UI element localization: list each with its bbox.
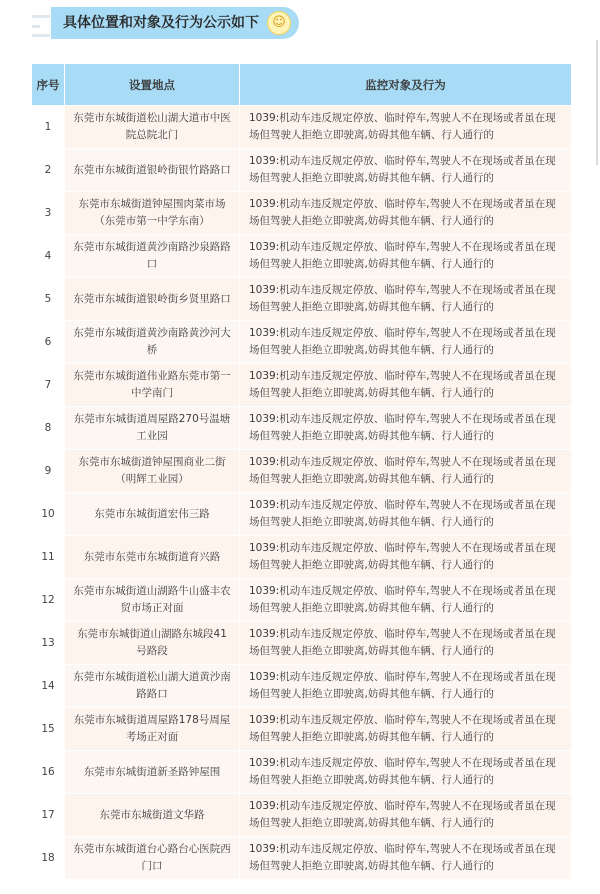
location-cell: 东莞市东城街道钟屋围商业二街（明辉工业园）: [65, 450, 240, 493]
target-behavior-cell: 1039:机动车违反规定停放、临时停车,驾驶人不在现场或者虽在现场但驾驶人拒绝立即驶离,妨碍其他车辆、行人通行的: [240, 192, 572, 235]
table-row: [32, 321, 572, 364]
table-body: [32, 106, 572, 880]
target-behavior-cell: 1039:机动车违反规定停放、临时停车,驾驶人不在现场或者虽在现场但驾驶人拒绝立即驶离,妨碍其他车辆、行人通行的: [240, 149, 572, 192]
location-cell: 东莞市东城街道松山湖大道黄沙南路路口: [65, 665, 240, 708]
section-title: 具体位置和对象及行为公示如下: [63, 15, 259, 31]
row-number-cell: 10: [32, 493, 65, 536]
target-behavior-cell: 1039:机动车违反规定停放、临时停车,驾驶人不在现场或者虽在现场但驾驶人拒绝立即驶离,妨碍其他车辆、行人通行的: [240, 364, 572, 407]
table-row: [32, 364, 572, 407]
location-cell: 东莞市东城街道黄沙南路沙泉路路口: [65, 235, 240, 278]
target-behavior-cell: 1039:机动车违反规定停放、临时停车,驾驶人不在现场或者虽在现场但驾驶人拒绝立即驶离,妨碍其他车辆、行人通行的: [240, 407, 572, 450]
table-row: [32, 278, 572, 321]
row-number-cell: 4: [32, 235, 65, 278]
location-cell: 东莞市东城街道钟屋围肉菜市场（东莞市第一中学东南）: [65, 192, 240, 235]
table-row: [32, 235, 572, 278]
target-behavior-cell: 1039:机动车违反规定停放、临时停车,驾驶人不在现场或者虽在现场但驾驶人拒绝立即驶离,妨碍其他车辆、行人通行的: [240, 708, 572, 751]
table-row: [32, 192, 572, 235]
location-cell: 东莞市东莞市东城街道育兴路: [65, 536, 240, 579]
location-cell: 东莞市东城街道台心路台心医院西门口: [65, 837, 240, 880]
column-header-no: 序号: [32, 64, 65, 106]
table-row: [32, 450, 572, 493]
table-row: [32, 622, 572, 665]
target-behavior-cell: 1039:机动车违反规定停放、临时停车,驾驶人不在现场或者虽在现场但驾驶人拒绝立即驶离,妨碍其他车辆、行人通行的: [240, 579, 572, 622]
row-number-cell: 9: [32, 450, 65, 493]
target-behavior-cell: 1039:机动车违反规定停放、临时停车,驾驶人不在现场或者虽在现场但驾驶人拒绝立即驶离,妨碍其他车辆、行人通行的: [240, 278, 572, 321]
row-number-cell: 11: [32, 536, 65, 579]
page-edge-divider: [596, 40, 598, 165]
location-cell: 东莞市东城街道松山湖大道市中医院总院北门: [65, 106, 240, 149]
target-behavior-cell: 1039:机动车违反规定停放、临时停车,驾驶人不在现场或者虽在现场但驾驶人拒绝立即驶离,妨碍其他车辆、行人通行的: [240, 622, 572, 665]
row-number-cell: 5: [32, 278, 65, 321]
table-row: [32, 536, 572, 579]
location-cell: 东莞市东城街道伟业路东莞市第一中学南门: [65, 364, 240, 407]
target-behavior-cell: 1039:机动车违反规定停放、临时停车,驾驶人不在现场或者虽在现场但驾驶人拒绝立即驶离,妨碍其他车辆、行人通行的: [240, 106, 572, 149]
row-number-cell: 7: [32, 364, 65, 407]
section-title-banner: [51, 7, 299, 39]
table-row: [32, 708, 572, 751]
column-header-target: 监控对象及行为: [240, 64, 572, 106]
location-cell: 东莞市东城街道新圣路钟屋围: [65, 751, 240, 794]
location-cell: 东莞市东城街道山湖路东城段41号路段: [65, 622, 240, 665]
row-number-cell: 3: [32, 192, 65, 235]
row-number-cell: 6: [32, 321, 65, 364]
table-row: [32, 149, 572, 192]
target-behavior-cell: 1039:机动车违反规定停放、临时停车,驾驶人不在现场或者虽在现场但驾驶人拒绝立即驶离,妨碍其他车辆、行人通行的: [240, 493, 572, 536]
table-row: [32, 751, 572, 794]
table-row: [32, 665, 572, 708]
section-header: [0, 0, 600, 50]
row-number-cell: 14: [32, 665, 65, 708]
camera-location-table: [31, 63, 572, 880]
target-behavior-cell: 1039:机动车违反规定停放、临时停车,驾驶人不在现场或者虽在现场但驾驶人拒绝立即驶离,妨碍其他车辆、行人通行的: [240, 235, 572, 278]
decor-line: [32, 34, 50, 37]
decor-line: [32, 15, 50, 18]
location-cell: 东莞市东城街道宏伟三路: [65, 493, 240, 536]
location-cell: 东莞市东城街道周屋路270号温塘工业园: [65, 407, 240, 450]
column-header-location: 设置地点: [65, 64, 240, 106]
row-number-cell: 16: [32, 751, 65, 794]
row-number-cell: 17: [32, 794, 65, 837]
table-header-row: [32, 64, 572, 106]
location-cell: 东莞市东城街道山湖路牛山盛丰农贸市场正对面: [65, 579, 240, 622]
row-number-cell: 2: [32, 149, 65, 192]
location-cell: 东莞市东城街道文华路: [65, 794, 240, 837]
row-number-cell: 1: [32, 106, 65, 149]
decor-line: [32, 25, 40, 28]
row-number-cell: 8: [32, 407, 65, 450]
row-number-cell: 18: [32, 837, 65, 880]
row-number-cell: 15: [32, 708, 65, 751]
smile-face-icon: ☺: [267, 11, 291, 35]
target-behavior-cell: 1039:机动车违反规定停放、临时停车,驾驶人不在现场或者虽在现场但驾驶人拒绝立即驶离,妨碍其他车辆、行人通行的: [240, 536, 572, 579]
location-cell: 东莞市东城街道黄沙南路黄沙河大桥: [65, 321, 240, 364]
table-row: [32, 579, 572, 622]
location-cell: 东莞市东城街道银岭街乡贤里路口: [65, 278, 240, 321]
row-number-cell: 13: [32, 622, 65, 665]
table-row: [32, 106, 572, 149]
target-behavior-cell: 1039:机动车违反规定停放、临时停车,驾驶人不在现场或者虽在现场但驾驶人拒绝立即驶离,妨碍其他车辆、行人通行的: [240, 450, 572, 493]
location-cell: 东莞市东城街道银岭街银竹路路口: [65, 149, 240, 192]
row-number-cell: 12: [32, 579, 65, 622]
target-behavior-cell: 1039:机动车违反规定停放、临时停车,驾驶人不在现场或者虽在现场但驾驶人拒绝立即驶离,妨碍其他车辆、行人通行的: [240, 321, 572, 364]
table-row: [32, 794, 572, 837]
target-behavior-cell: 1039:机动车违反规定停放、临时停车,驾驶人不在现场或者虽在现场但驾驶人拒绝立即驶离,妨碍其他车辆、行人通行的: [240, 794, 572, 837]
location-cell: 东莞市东城街道周屋路178号周屋考场正对面: [65, 708, 240, 751]
table-row: [32, 493, 572, 536]
target-behavior-cell: 1039:机动车违反规定停放、临时停车,驾驶人不在现场或者虽在现场但驾驶人拒绝立即驶离,妨碍其他车辆、行人通行的: [240, 751, 572, 794]
target-behavior-cell: 1039:机动车违反规定停放、临时停车,驾驶人不在现场或者虽在现场但驾驶人拒绝立即驶离,妨碍其他车辆、行人通行的: [240, 665, 572, 708]
table-row: [32, 837, 572, 880]
table-row: [32, 407, 572, 450]
target-behavior-cell: 1039:机动车违反规定停放、临时停车,驾驶人不在现场或者虽在现场但驾驶人拒绝立即驶离,妨碍其他车辆、行人通行的: [240, 837, 572, 880]
